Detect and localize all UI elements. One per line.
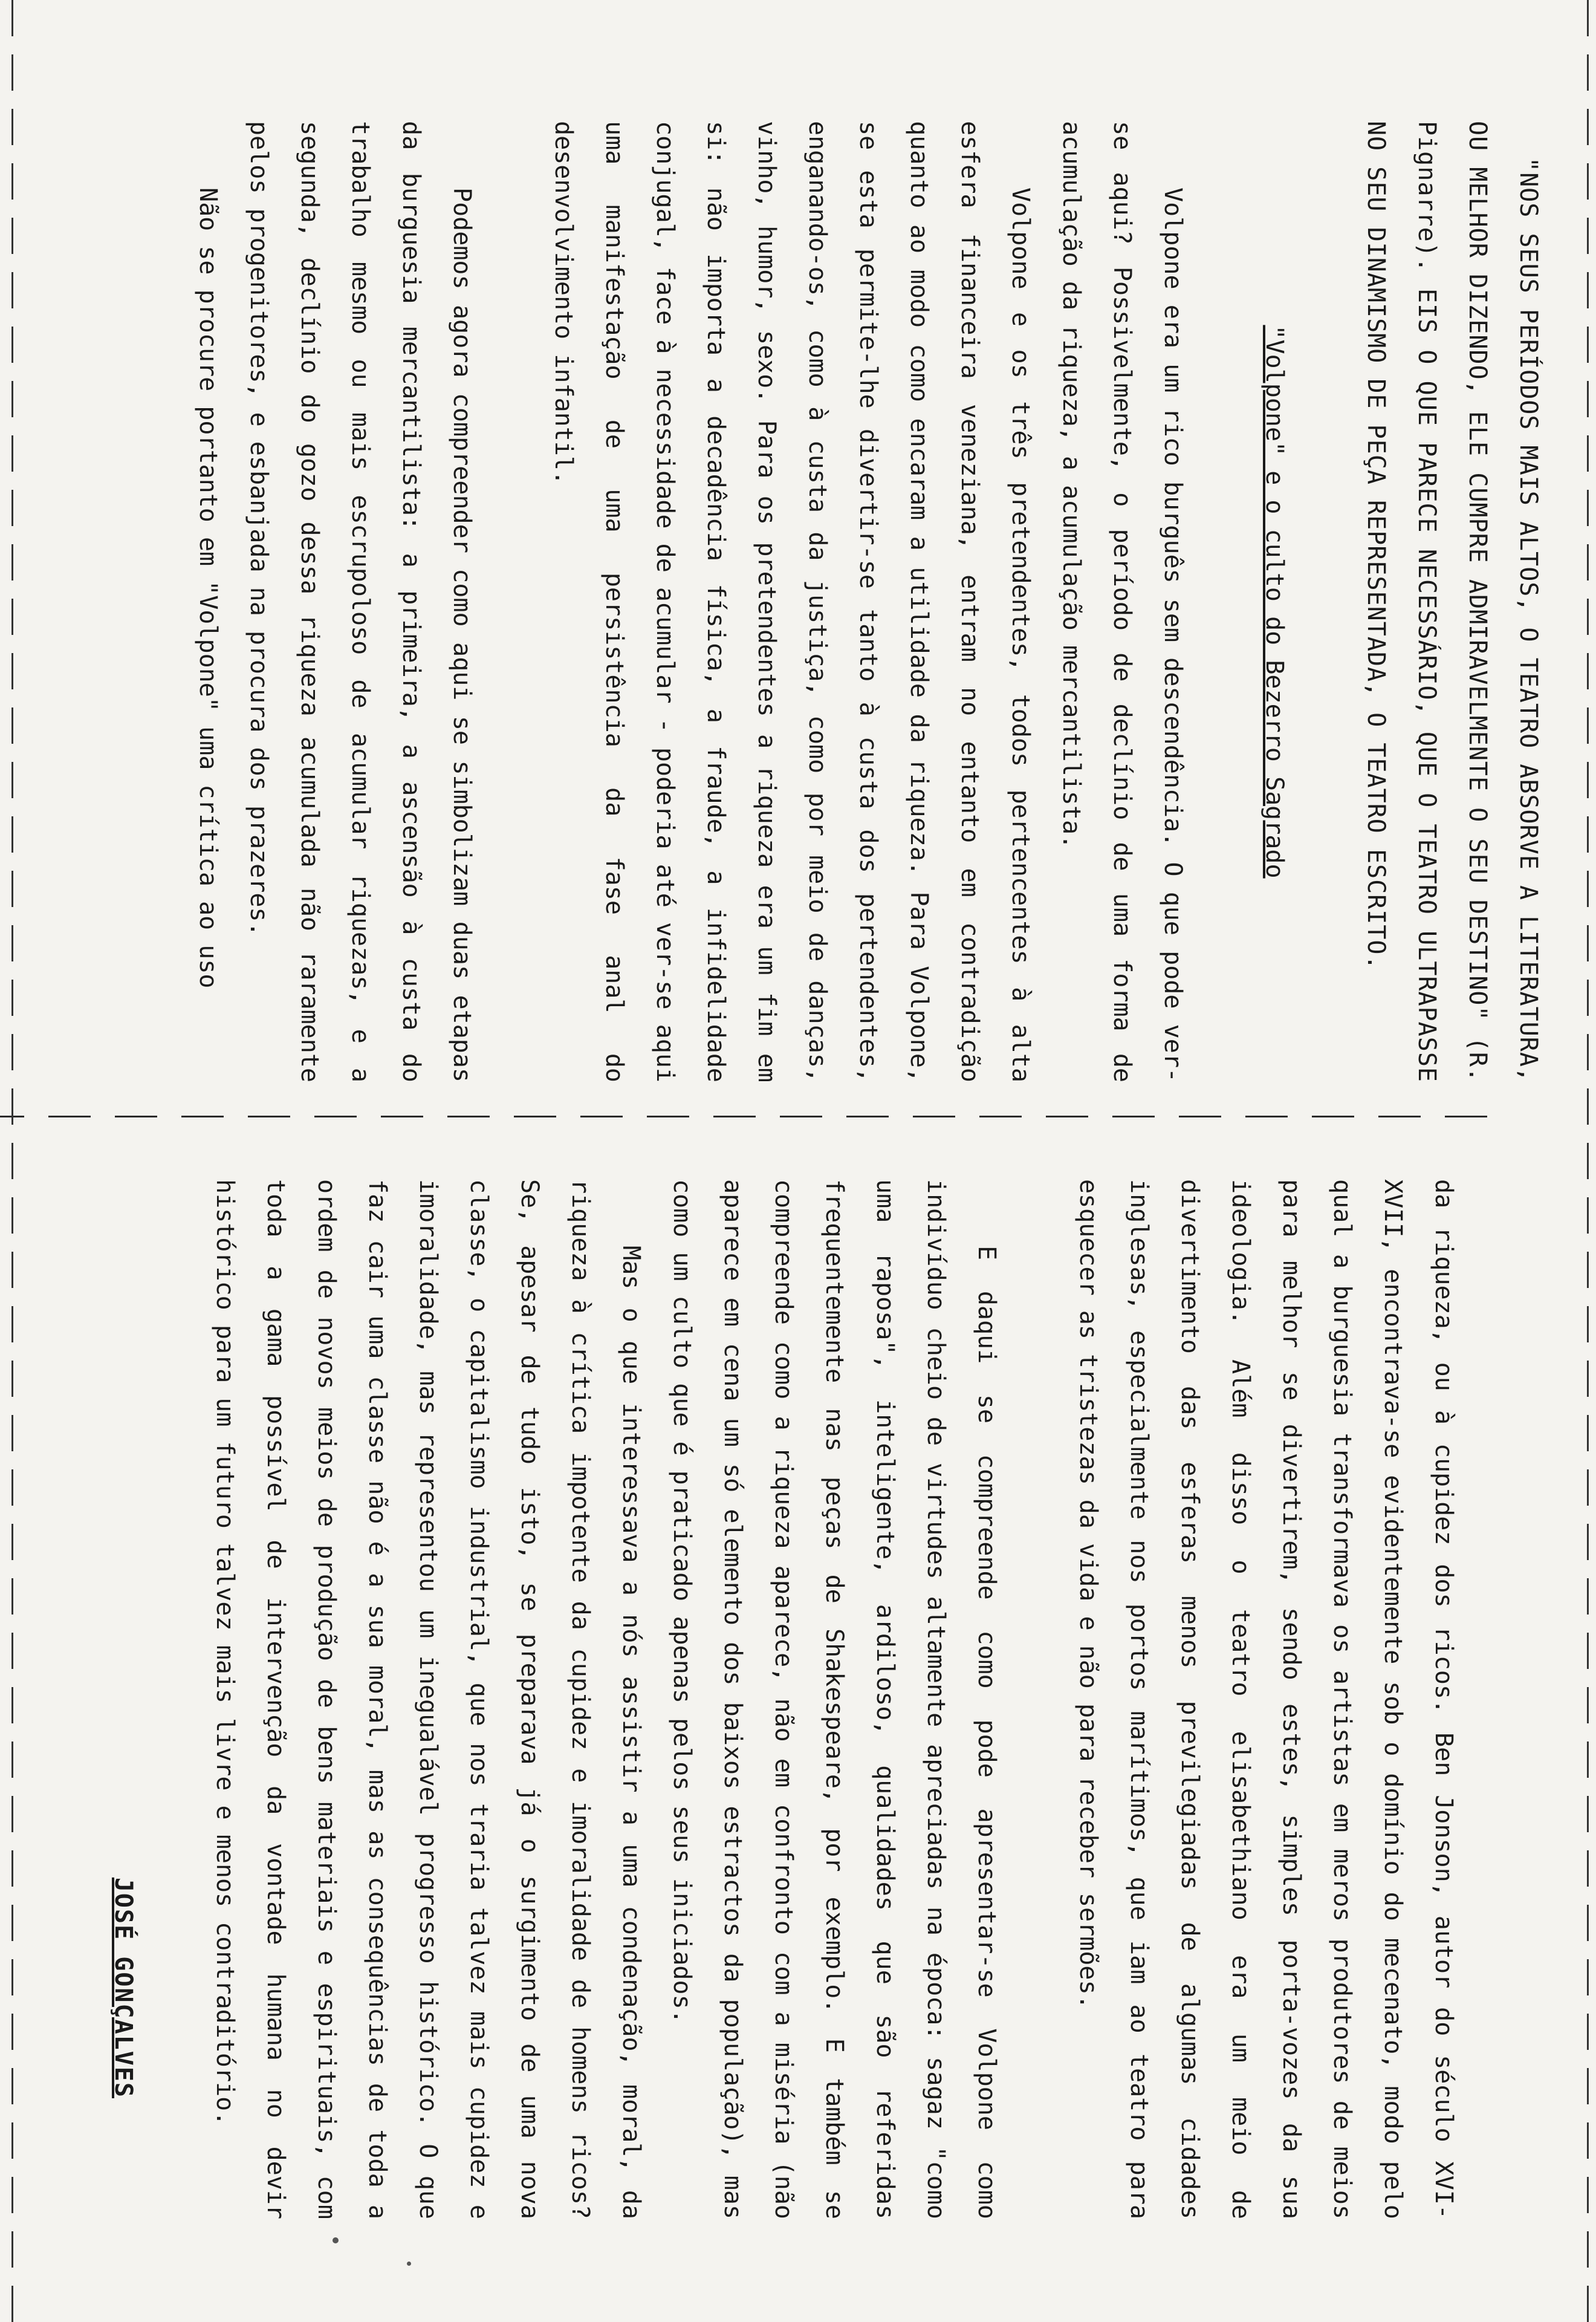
scan-speck — [332, 2237, 339, 2243]
paragraph: E daqui se compreende como pode apresentar-se Volpone como indivíduo cheio de virtudes altamente apreciadas na época: sagaz "como uma raposa", inteligente, ardiloso, qualidades que são referidas frequentemente nas peças de Shakespeare, por exemplo. E também se compreende como a riqueza aparece, não em confronto com a miséria (não aparece em cena um só elemento dos baixos estractos da população), mas como um culto que é praticado apenas pelos seus iniciados. — [668, 1179, 1001, 2219]
paragraph: Não se procure portanto em "Volpone" uma crítica ao uso — [194, 187, 222, 989]
left-column — [0, 121, 1596, 1082]
section-heading: "Volpone" e o culto do Bezerro Sagrado — [1260, 325, 1288, 879]
paragraph: Volpone e os três pretendentes, todos pertencentes à alta esfera financeira veneziana, entram no entanto em contradição quanto ao modo como encaram a utilidade da riqueza. Para Volpone, se esta permite-lhe divertir-se tanto à custa dos pertendentes, enganando-os, como à custa da justiça, como por meio de danças, vinho, humor, sexo. Para os pretendentes a riqueza era um fim em si: não importa a decadência física, a fraude, a infidelidade conjugal, face à necessidade de acumular - poderia até ver-se aqui uma manifestação de uma persistência da fase anal do desenvolvimento infantil. — [550, 121, 1034, 1082]
paragraph: Mas o que interessava a nós assistir a uma condenação, moral, da riqueza à crítica impotente da cupidez e imoralidade de homens ricos? Se, apesar de tudo isto, se preparava já o surgimento de uma nova classe, o capitalismo industrial, que nos traria talvez mais cupidez e imoralidade, mas representou um inegualável progresso histórico. O que faz cair uma classe não é a sua moral, mas as consequências de toda a ordem de novos meios de produção de bens materiais e espirituais, com toda a gama possível de intervenção da vontade humana no devir histórico para um futuro talvez mais livre e menos contraditório. — [211, 1179, 645, 2219]
paragraph: Volpone era um rico burguês sem descendência. O que pode ver-se aqui? Possivelmente, o período de declínio de uma forma de acumulação da riqueza, a acumulação mercantilista. — [1057, 121, 1187, 1082]
paragraph: Podemos agora compreender como aqui se simbolizam duas etapas da burguesia mercantilista: a primeira, a ascensão à custa do trabalho mesmo ou mais escrupoloso de acumular riquezas, e a segunda, declínio do gozo dessa riqueza acumulada não raramente pelos progenitores, e esbanjada na procura dos prazeres. — [245, 121, 476, 1082]
author-signature: JOSÉ GONÇALVES — [109, 1877, 137, 2098]
scan-speck — [407, 2262, 411, 2266]
column-divider — [0, 1116, 1487, 1117]
right-column — [0, 1179, 1596, 2219]
epigraph-quote: "NOS SEUS PERÍODOS MAIS ALTOS, O TEATRO ABSORVE A LITERATURA, OU MELHOR DIZENDO, ELE CUMPRE ADMIRAVELMENTE O SEU DESTINO" (R. Pignarre). EIS O QUE PARECE NECESSÁRIO, QUE O TEATRO ULTRAPASSE NO SEU DINAMISMO DE PEÇA REPRESENTADA, O TEATRO ESCRITO. — [1362, 121, 1542, 1083]
paragraph: da riqueza, ou à cupidez dos ricos. Ben Jonson, autor do século XVI-XVII, encontrava-se evidentemente sob o domínio do mecenato, modo pelo qual a burguesia transformava os artistas em meros produtores de meios para melhor se divertirem, sendo estes, simples porta-vozes da sua ideologia. Além disso o teatro elisabethiano era um meio de divertimento das esferas menos previlegiadas de algumas cidades inglesas, especialmente nos portos marítimos, que iam ao teatro para esquecer as tristezas da vida e não para receber sermões. — [1074, 1179, 1458, 2219]
page-edge-rule — [11, 0, 13, 2322]
